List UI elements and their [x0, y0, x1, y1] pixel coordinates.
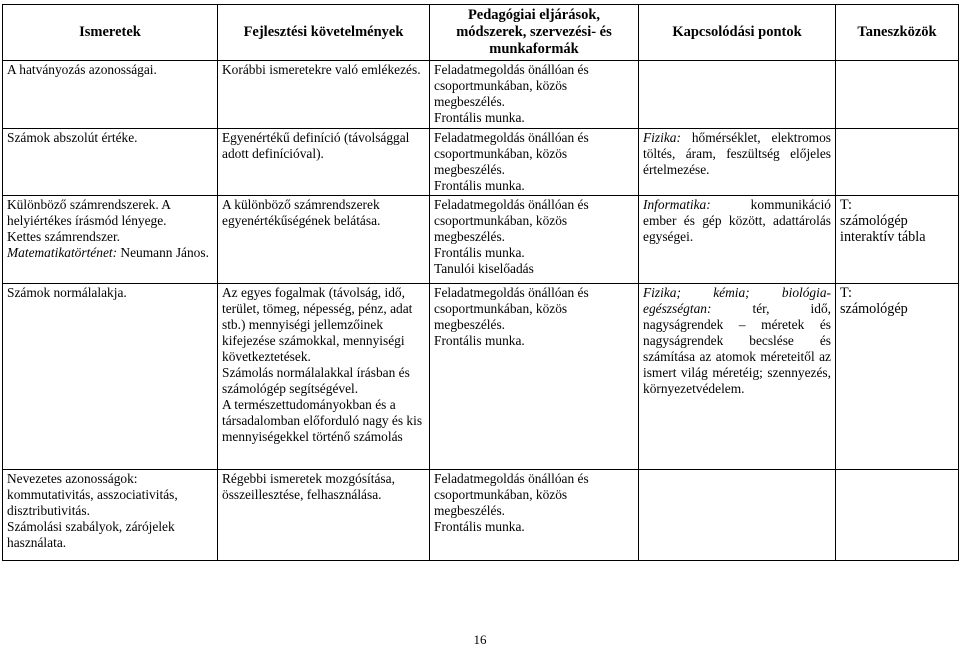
- table-row: [3, 61, 959, 129]
- cell-text: A hatványozás azonosságai.: [7, 62, 157, 77]
- cell-text: Számolási szabályok, zárójelek használata.: [7, 519, 175, 550]
- cell-text: Frontális munka.: [434, 110, 525, 125]
- tool-item: számológép: [840, 213, 908, 229]
- cell-text: Frontális munka.: [434, 178, 525, 193]
- tool-item: interaktív tábla: [840, 229, 926, 245]
- header-ismeretek: Ismeretek: [3, 5, 218, 61]
- cell-text: Frontális munka.: [434, 245, 525, 260]
- cell-text: kommunikáció ember és gép között, adattárolás egységei.: [643, 197, 831, 244]
- cell-fejlesztes: [218, 284, 430, 470]
- cell-text: tér, idő, nagyságrendek – méretek és nagyságrendek becslése és számítása az atomok méreteitől az ismert világ méretéig; szennyezés, környezetvédelem.: [643, 301, 831, 396]
- cell-ismeretek: [3, 129, 218, 196]
- cell-text: Számok normálalakja.: [7, 285, 127, 300]
- cell-ismeretek: [3, 61, 218, 129]
- subject-label: Fizika; kémia; biológia-egészségtan:: [643, 285, 831, 316]
- cell-fejlesztes: [218, 470, 430, 561]
- cell-text: Nevezetes azonosságok: kommutativitás, asszociativitás, disztributivitás.: [7, 471, 178, 518]
- cell-eljarasok: [430, 284, 639, 470]
- cell-eszkozok: [836, 196, 959, 284]
- cell-kapcsolodas: [639, 129, 836, 196]
- cell-text: hőmérséklet, elektromos töltés, áram, feszültség előjeles értelmezése.: [643, 130, 831, 177]
- cell-text: Feladatmegoldás önállóan és csoportmunkában, közös megbeszélés.: [434, 471, 589, 518]
- table-row: [3, 284, 959, 470]
- cell-eszkozok: [836, 470, 959, 561]
- cell-eszkozok: [836, 61, 959, 129]
- cell-text: Számolás normálalakkal írásban és számológép segítségével.: [222, 365, 410, 396]
- table-row: [3, 196, 959, 284]
- table-row: [3, 470, 959, 561]
- cell-text: A természettudományokban és a társadalomban előforduló nagy és kis mennyiségekkel történő számolás: [222, 397, 423, 444]
- cell-ismeretek: [3, 470, 218, 561]
- cell-text: Különböző számrendszerek. A helyiértékes írásmód lényege.: [7, 197, 171, 228]
- tool-label: T:: [840, 285, 852, 301]
- header-eljarasok: Pedagógiai eljárások, módszerek, szervezési- és munkaformák: [430, 5, 639, 61]
- cell-text: Frontális munka.: [434, 333, 525, 348]
- cell-text: Feladatmegoldás önállóan és csoportmunkában, közös megbeszélés.: [434, 130, 589, 177]
- cell-kapcsolodas: [639, 61, 836, 129]
- cell-eljarasok: [430, 470, 639, 561]
- subject-label: Informatika:: [643, 197, 711, 212]
- header-kapcsolodas: Kapcsolódási pontok: [639, 5, 836, 61]
- cell-text: Számok abszolút értéke.: [7, 130, 138, 145]
- curriculum-table: [2, 4, 959, 561]
- cell-eszkozok: [836, 284, 959, 470]
- cell-eljarasok: [430, 61, 639, 129]
- history-note: [7, 245, 213, 261]
- cell-text: Kettes számrendszer.: [7, 229, 121, 244]
- cell-text: Feladatmegoldás önállóan és csoportmunkában, közös megbeszélés.: [434, 197, 589, 244]
- cell-text: A különböző számrendszerek egyenértékűségének belátása.: [222, 197, 381, 228]
- history-text: Neumann János.: [117, 245, 209, 260]
- header-eszkozok: Taneszközök: [836, 5, 959, 61]
- header-fejlesztes: Fejlesztési követelmények: [218, 5, 430, 61]
- cell-text: Tanulói kiselőadás: [434, 261, 534, 276]
- cell-eszkozok: [836, 129, 959, 196]
- cell-ismeretek: [3, 284, 218, 470]
- cell-text: Egyenértékű definíció (távolsággal adott definícióval).: [222, 130, 410, 161]
- cell-eljarasok: [430, 129, 639, 196]
- cell-text: Korábbi ismeretekre való emlékezés.: [222, 62, 421, 77]
- page-number: 16: [473, 632, 487, 647]
- cell-text: Feladatmegoldás önállóan és csoportmunkában, közös megbeszélés.: [434, 62, 589, 109]
- header-row: [3, 5, 959, 61]
- cell-text: Régebbi ismeretek mozgósítása, összeillesztése, felhasználása.: [222, 471, 395, 502]
- cell-kapcsolodas: [639, 196, 836, 284]
- tool-label: T:: [840, 197, 852, 213]
- subject-label: Fizika:: [643, 130, 681, 145]
- tool-item: számológép: [840, 301, 908, 317]
- history-label: Matematikatörténet:: [7, 245, 118, 260]
- cell-eljarasok: [430, 196, 639, 284]
- cell-fejlesztes: [218, 129, 430, 196]
- table-row: [3, 129, 959, 196]
- cell-fejlesztes: [218, 196, 430, 284]
- cell-kapcsolodas: [639, 470, 836, 561]
- cell-text: Frontális munka.: [434, 519, 525, 534]
- cell-fejlesztes: [218, 61, 430, 129]
- cell-text: Feladatmegoldás önállóan és csoportmunkában, közös megbeszélés.: [434, 285, 589, 332]
- cell-ismeretek: [3, 196, 218, 284]
- cell-kapcsolodas: [639, 284, 836, 470]
- cell-text: Az egyes fogalmak (távolság, idő, terület, tömeg, népesség, pénz, adat stb.) mennyiségi jellemzőinek kifejezése számokkal, mennyiségi következtetések.: [222, 285, 413, 364]
